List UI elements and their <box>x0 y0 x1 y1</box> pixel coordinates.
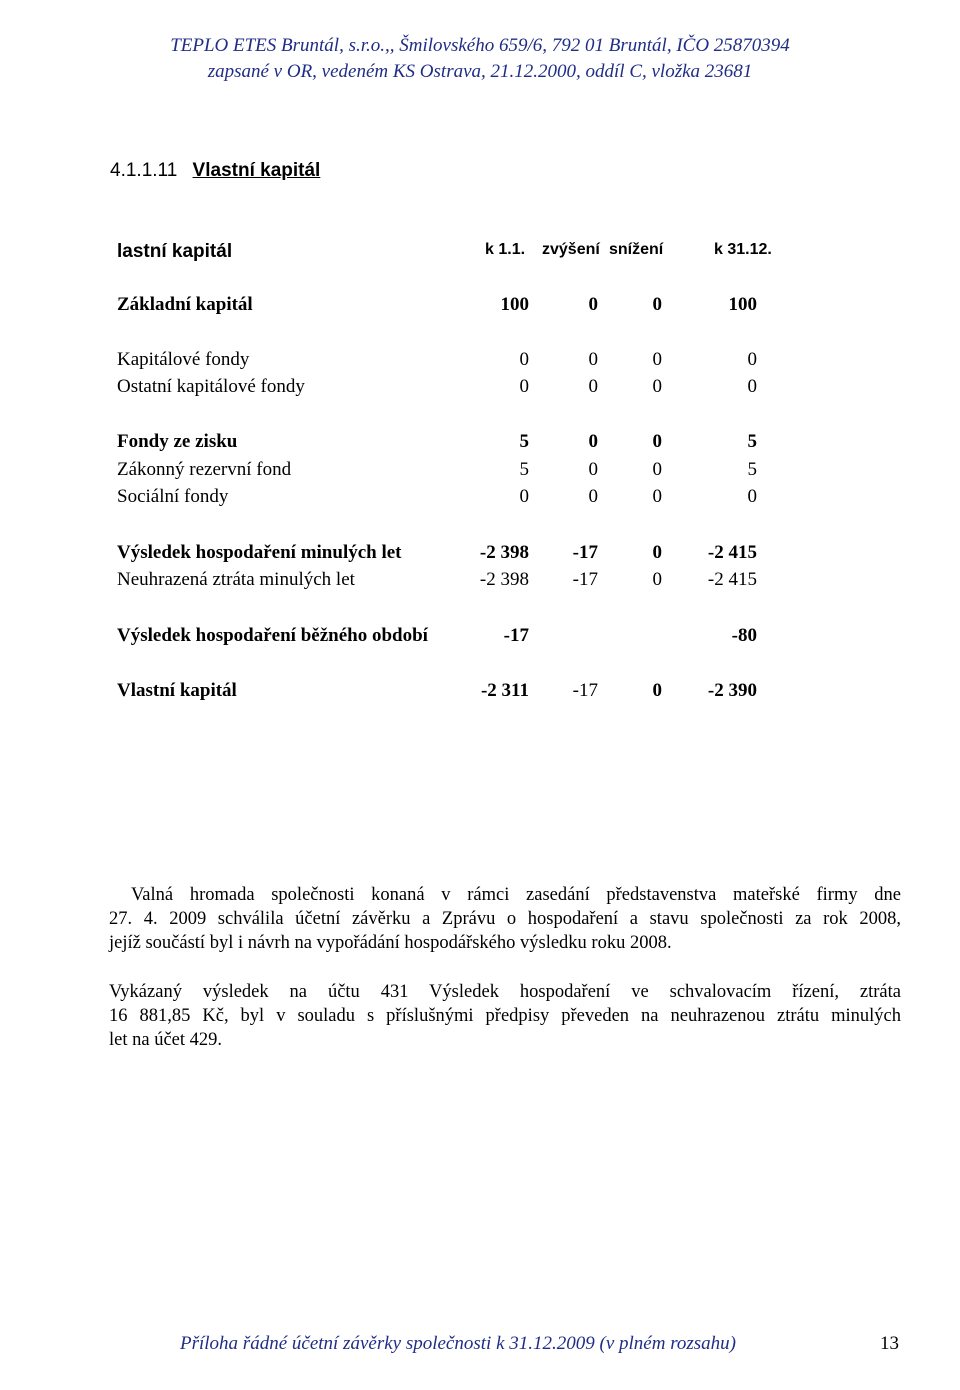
section-title: Vlastní kapitál <box>192 160 321 181</box>
value-decrease: 0 <box>652 569 662 590</box>
value-start: 0 <box>519 349 529 370</box>
row-label: Základní kapitál <box>117 294 253 315</box>
company-header-line-1: TEPLO ETES Bruntál, s.r.o.,, Šmilovského 659/6, 792 01 Bruntál, IČO 25870394 <box>170 35 790 56</box>
row-label: Výsledek hospodaření minulých let <box>117 542 402 563</box>
value-increase: -17 <box>572 542 598 563</box>
paragraph-line: jejíž součástí byl i návrh na vypořádání hospodářského výsledku roku 2008. <box>109 933 672 953</box>
value-end: 100 <box>728 294 757 315</box>
table-row <box>117 349 777 375</box>
value-decrease: 0 <box>652 486 662 507</box>
paragraph-line: let na účet 429. <box>109 1030 223 1050</box>
value-increase: 0 <box>588 376 598 397</box>
value-end: -80 <box>731 625 757 646</box>
value-increase: -17 <box>572 680 598 701</box>
value-start: -2 398 <box>479 569 529 590</box>
paragraph-line: 16 881,85 Kč, byl v souladu s příslušnými předpisy převeden na neuhrazenou ztrátu minulých <box>109 1006 901 1026</box>
value-end: -2 415 <box>707 542 757 563</box>
table-header-increase: zvýšení <box>542 241 600 258</box>
value-decrease: 0 <box>652 349 662 370</box>
row-label: Ostatní kapitálové fondy <box>117 376 305 397</box>
value-start: 5 <box>519 431 529 452</box>
row-label: Fondy ze zisku <box>117 431 238 452</box>
table-row <box>117 569 777 595</box>
table-header-start: k 1.1. <box>485 241 526 258</box>
value-increase: 0 <box>588 486 598 507</box>
page-number: 13 <box>880 1333 899 1354</box>
value-decrease: 0 <box>652 294 662 315</box>
table-header-label: lastní kapitál <box>117 241 233 262</box>
value-start: -2 398 <box>479 542 529 563</box>
paragraph-line: Valná hromada společnosti konaná v rámci zasedání představenstva mateřské firmy dne <box>131 885 901 905</box>
value-end: 0 <box>747 349 757 370</box>
value-start: -17 <box>503 625 529 646</box>
value-end: 5 <box>747 431 757 452</box>
section-number: 4.1.1.11 <box>110 160 178 181</box>
table-row <box>117 294 777 320</box>
value-increase: 0 <box>588 459 598 480</box>
value-start: -2 311 <box>480 680 529 701</box>
table-row <box>117 680 777 706</box>
value-end: 0 <box>747 486 757 507</box>
table-row <box>117 376 777 402</box>
value-end: 5 <box>747 459 757 480</box>
value-start: 5 <box>519 459 529 480</box>
value-end: 0 <box>747 376 757 397</box>
row-label: Kapitálové fondy <box>117 349 250 370</box>
value-decrease: 0 <box>652 680 662 701</box>
value-end: -2 415 <box>707 569 757 590</box>
table-header-end: k 31.12. <box>714 241 772 258</box>
paragraph-line: Vykázaný výsledek na účtu 431 Výsledek hospodaření ve schvalovacím řízení, ztráta <box>109 982 901 1002</box>
value-end: -2 390 <box>707 680 757 701</box>
value-increase: -17 <box>572 569 598 590</box>
value-start: 100 <box>500 294 529 315</box>
value-increase: 0 <box>588 431 598 452</box>
value-increase: 0 <box>588 349 598 370</box>
row-label: Zákonný rezervní fond <box>117 459 292 480</box>
row-label: Sociální fondy <box>117 486 229 507</box>
row-label: Výsledek hospodaření běžného období <box>117 625 428 646</box>
table-row <box>117 625 777 651</box>
value-start: 0 <box>519 486 529 507</box>
row-label: Neuhrazená ztráta minulých let <box>117 569 355 590</box>
value-decrease: 0 <box>652 542 662 563</box>
value-decrease: 0 <box>652 431 662 452</box>
table-row <box>117 486 777 512</box>
company-header-line-2: zapsané v OR, vedeném KS Ostrava, 21.12.2000, oddíl C, vložka 23681 <box>207 61 753 82</box>
footer-text: Příloha řádné účetní závěrky společnosti k 31.12.2009 (v plném rozsahu) <box>180 1333 737 1354</box>
section-heading <box>110 160 320 182</box>
paragraph-general-meeting <box>109 883 901 955</box>
value-decrease: 0 <box>652 376 662 397</box>
table-row <box>117 431 777 457</box>
table-row <box>117 459 777 485</box>
table-header-decrease: snížení <box>609 241 664 258</box>
value-start: 0 <box>519 376 529 397</box>
row-label: Vlastní kapitál <box>117 680 237 701</box>
paragraph-result-transfer <box>109 980 901 1052</box>
paragraph-line: 27. 4. 2009 schválila účetní závěrku a Zprávu o hospodaření a stavu společnosti za rok 2008, <box>109 909 901 929</box>
table-row <box>117 542 777 568</box>
value-increase: 0 <box>588 294 598 315</box>
value-decrease: 0 <box>652 459 662 480</box>
